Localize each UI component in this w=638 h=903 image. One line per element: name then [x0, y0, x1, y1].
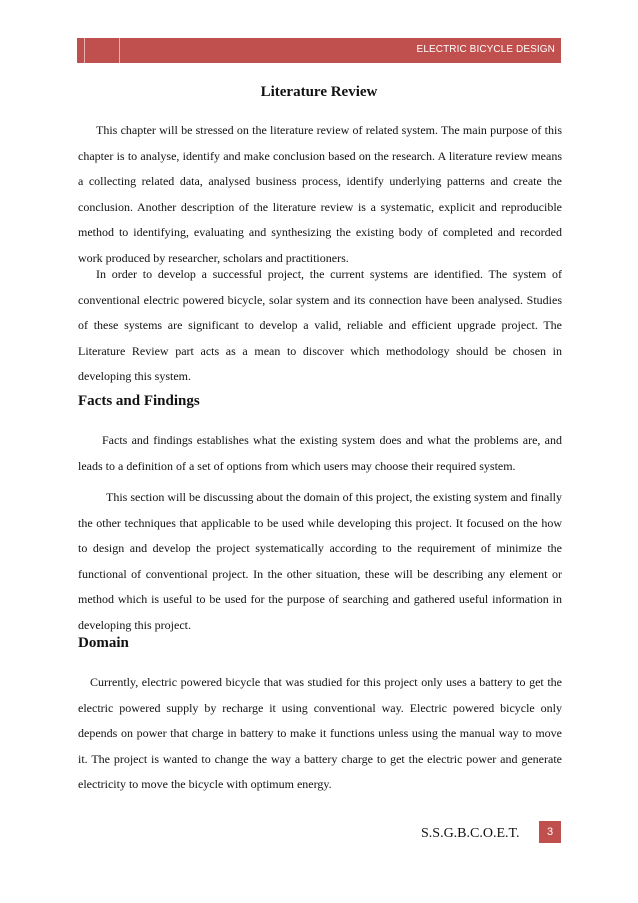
- body-paragraph: In order to develop a successful project, the current systems are identified. The system of conventional electric powered bicycle, solar system and its connection have been analysed. Studies of these systems are significant to develop a valid, reliable and efficient upgrade project. The Literature Review part acts as a mean to discover which methodology should be chosen in developing this system.: [78, 267, 562, 383]
- section-heading-domain: Domain: [78, 635, 129, 651]
- header-divider: [84, 38, 85, 63]
- section-heading-facts: Facts and Findings: [78, 393, 200, 409]
- body-paragraph: Currently, electric powered bicycle that was studied for this project only uses a battery to get the electric powered supply by recharge it using conventional way. Electric powered bicycle only depends on power that charge in battery to make it functions unless using the manual way to move it. The project is wanted to change the way a battery charge to get the electric power and generate electricity to move the bicycle with optimum energy.: [78, 675, 562, 791]
- body-paragraph: Facts and findings establishes what the existing system does and what the problems are, and leads to a definition of a set of options from which users may choose their required system.: [78, 433, 562, 473]
- page-number: 3: [539, 821, 561, 843]
- body-paragraph: This chapter will be stressed on the literature review of related system. The main purpose of this chapter is to analyse, identify and make conclusion based on the research. A literature review means a collecting related data, analysed business process, identify underlying patterns and create the conclusion. Another description of the literature review is a systematic, explicit and reproducible method to identifying, evaluating and synthesizing the existing body of completed and recorded work produced by researcher, scholars and practitioners.: [78, 123, 562, 265]
- header-divider: [119, 38, 120, 63]
- body-paragraph: This section will be discussing about the domain of this project, the existing system and finally the other techniques that applicable to be used while developing this project. It focused on the how to design and develop the project systematically according to the requirement of minimize the functional of conventional project. In the other situation, these will be describing any element or method which is useful to be used for the purpose of searching and gathered useful information in developing this project.: [78, 490, 562, 632]
- footer-college-name: S.S.G.B.C.O.E.T.: [421, 826, 520, 841]
- header-band: [77, 38, 561, 63]
- page-title: Literature Review: [260, 84, 378, 100]
- running-header-title: ELECTRIC BICYCLE DESIGN: [416, 44, 555, 55]
